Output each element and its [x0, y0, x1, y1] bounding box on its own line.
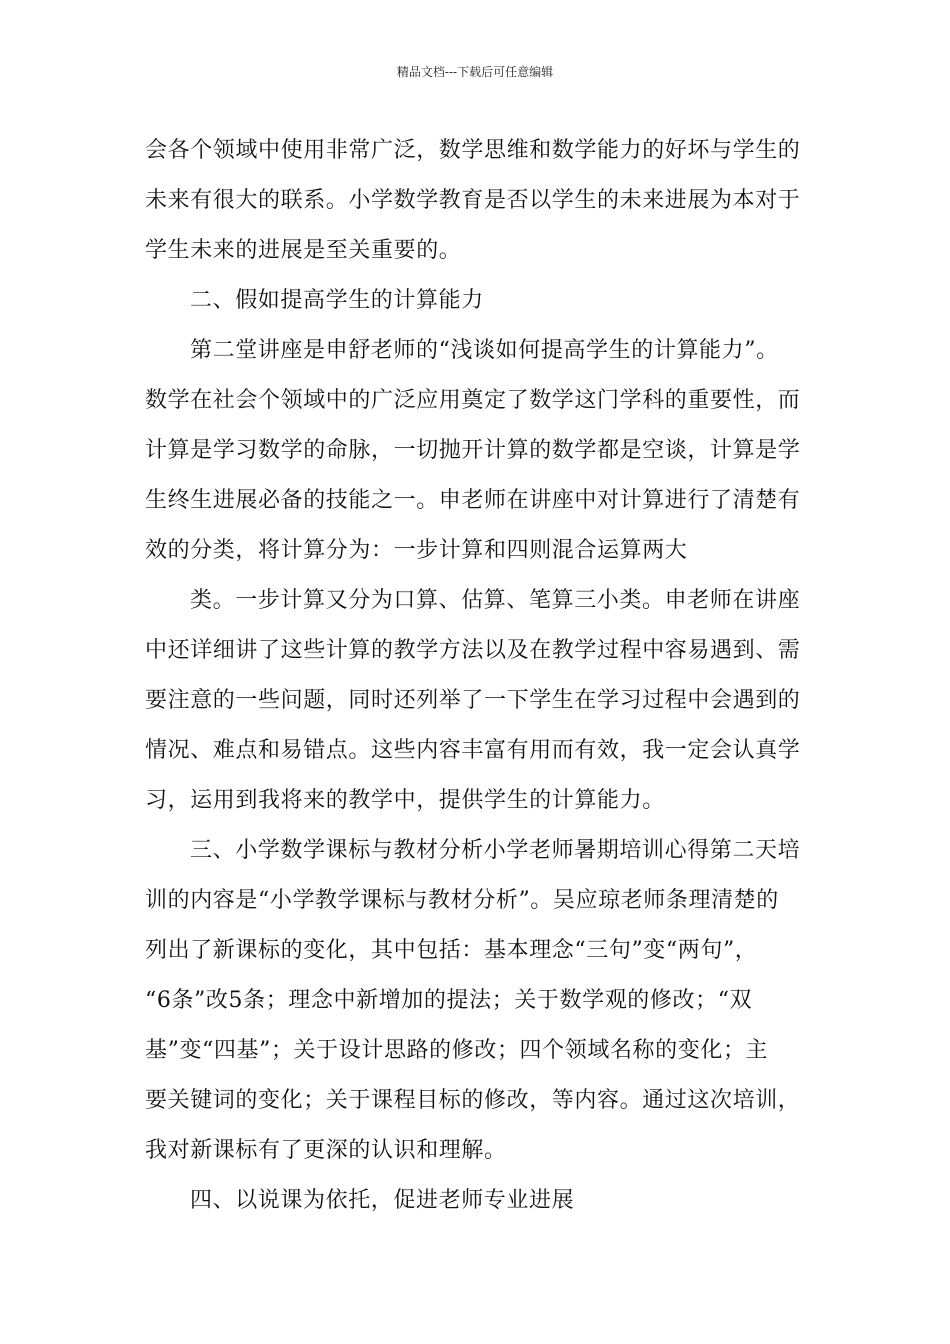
text-line: 要关键词的变化；关于课程目标的修改，等内容。通过这次培训， [145, 1088, 801, 1113]
text-line: 情况、难点和易错点。这些内容丰富有用而有效，我一定会认真学 [145, 738, 801, 763]
text-line: 数学在社会个领域中的广泛应用奠定了数学这门学科的重要性，而 [145, 388, 801, 413]
text-line: “6条”改5条；理念中新增加的提法；关于数学观的修改；“双 [145, 988, 753, 1013]
text-line: 基”变“四基”；关于设计思路的修改；四个领域名称的变化；主 [145, 1038, 769, 1063]
section-heading: 三、小学数学课标与教材分析小学老师暑期培训心得第二天培 [190, 838, 801, 863]
text-line: 类。一步计算又分为口算、估算、笔算三小类。申老师在讲座 [190, 588, 801, 613]
text-line: 列出了新课标的变化，其中包括：基本理念“三句”变“两句”， [145, 938, 758, 963]
text-line: 计算是学习数学的命脉，一切抛开计算的数学都是空谈，计算是学 [145, 438, 801, 463]
text-line: 我对新课标有了更深的认识和理解。 [145, 1138, 507, 1163]
text-line: 会各个领域中使用非常广泛，数学思维和数学能力的好坏与学生的 [145, 138, 801, 163]
text-line: 生终生进展必备的技能之一。申老师在讲座中对计算进行了清楚有 [145, 488, 801, 513]
text-line: 要注意的一些问题，同时还列举了一下学生在学习过程中会遇到的 [145, 688, 801, 713]
text-line: 中还详细讲了这些计算的教学方法以及在教学过程中容易遇到、需 [145, 638, 801, 663]
section-heading: 四、以说课为依托，促进老师专业进展 [190, 1188, 575, 1213]
text-line: 习，运用到我将来的教学中，提供学生的计算能力。 [145, 788, 665, 813]
text-line: 未来有很大的联系。小学数学教育是否以学生的未来进展为本对于 [145, 188, 801, 213]
page-header: 精品文档---下载后可任意编辑 [396, 65, 554, 79]
text-line: 学生未来的进展是至关重要的。 [145, 238, 462, 263]
text-line: 效的分类，将计算分为：一步计算和四则混合运算两大 [145, 538, 688, 563]
section-heading: 二、假如提高学生的计算能力 [190, 288, 484, 313]
text-line: 训的内容是“小学教学课标与教材分析”。吴应琼老师条理清楚的 [145, 888, 779, 913]
text-line: 第二堂讲座是申舒老师的“浅谈如何提高学生的计算能力”。 [190, 338, 779, 363]
